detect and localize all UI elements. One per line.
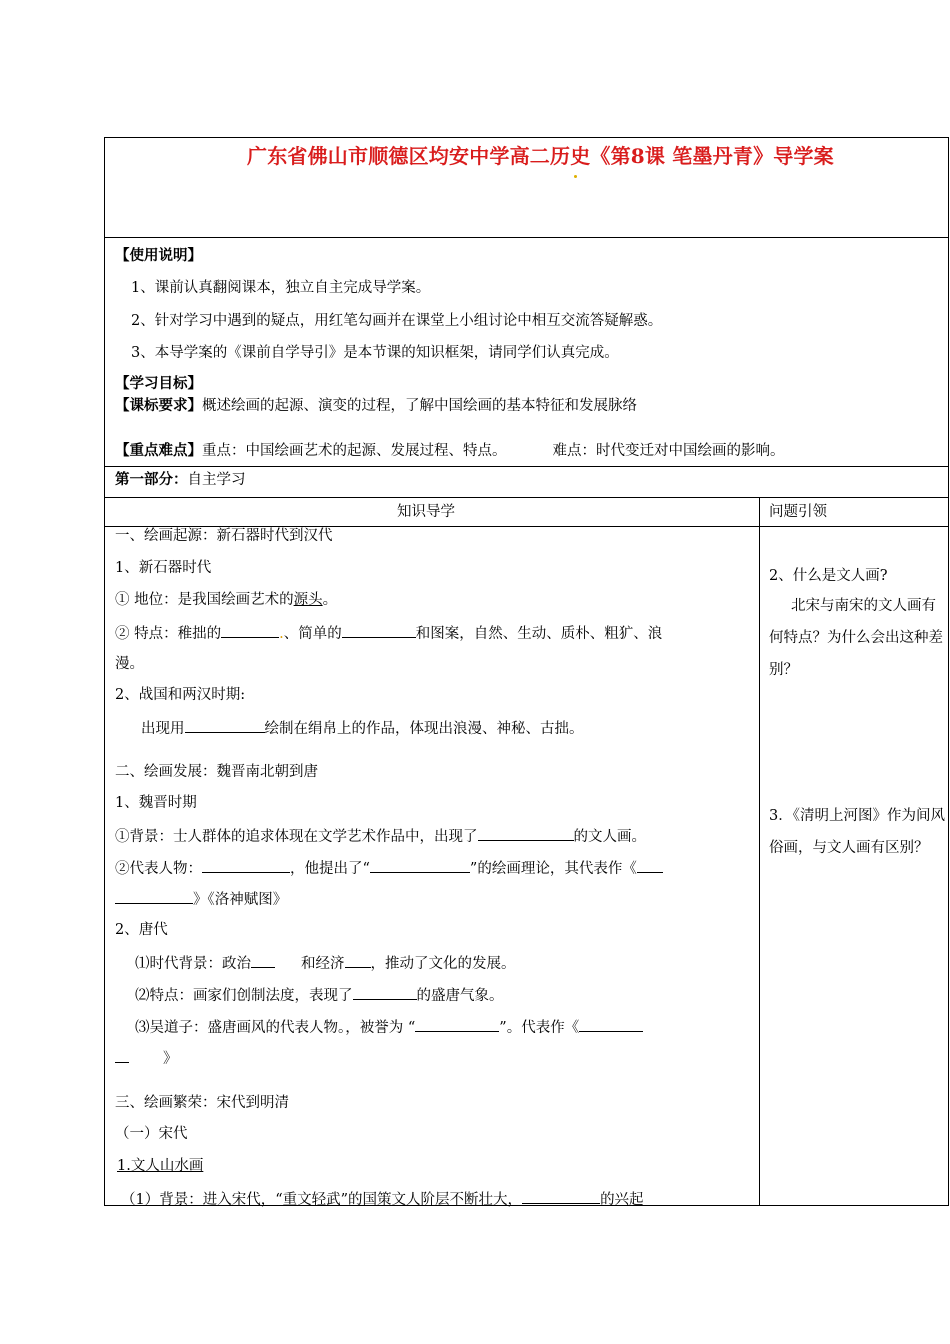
goals-heading: 【学习目标】: [115, 375, 202, 392]
standard-label: 【课标要求】: [115, 397, 202, 414]
fill-blank[interactable]: [342, 622, 416, 638]
fill-blank[interactable]: [221, 622, 279, 638]
text-line: 出现用 绘制在绢帛上的作品，体现出浪漫、神秘、古拙。: [141, 717, 584, 739]
key-label: 【重点难点】: [115, 442, 202, 459]
subsection-heading: 1、魏晋时期: [115, 795, 197, 811]
fill-blank[interactable]: [115, 888, 193, 904]
fill-blank[interactable]: [353, 984, 417, 1000]
column-header-right: 问题引领: [769, 504, 827, 520]
fill-blank[interactable]: [478, 825, 574, 841]
usage-item: 2、针对学习中遇到的疑点，用红笔勾画并在课堂上小组讨论中相互交流答疑解惑。: [131, 313, 663, 329]
text-line: ②代表人物： ，他提出了“ ”的绘画理论，其代表作《: [115, 857, 663, 879]
text-line: ① 地位：是我国绘画艺术的源头。: [115, 592, 338, 608]
row-divider: [105, 497, 948, 498]
usage-item: 1、课前认真翻阅课本，独立自主完成导学案。: [131, 280, 431, 296]
part1-line: [115, 470, 246, 490]
row-divider: [105, 237, 948, 238]
text-line: ⑴时代背景：政治 和经济 ，推动了文化的发展。: [135, 952, 516, 974]
text-line: ⑶吴道子：盛唐画风的代表人物。，被誉为 “ ”。代表作《: [135, 1016, 643, 1038]
fill-blank[interactable]: [579, 1016, 643, 1032]
question-2-body: 北宋与南宋的文人画有何特点？为什么会出这种差别？: [769, 598, 943, 678]
subsection-heading: 2、唐代: [115, 922, 168, 938]
text-line: 漫。: [115, 656, 144, 672]
fill-blank[interactable]: [415, 1016, 499, 1032]
fill-blank[interactable]: [185, 717, 265, 733]
subsection-heading: （一）宋代: [115, 1126, 188, 1142]
fill-blank[interactable]: [370, 857, 470, 873]
section-heading: 三、绘画繁荣：宋代到明清: [115, 1095, 289, 1111]
column-header-left: 知识导学: [397, 504, 455, 520]
text-line: 》《洛神赋图》: [115, 888, 287, 910]
key-line: [115, 441, 785, 461]
usage-heading: 【使用说明】: [115, 247, 202, 264]
subsection-heading: 2、战国和两汉时期:: [115, 687, 246, 703]
fill-blank[interactable]: [202, 857, 290, 873]
text-line: ② 特点：稚拙的 .、简单的 和图案，自然、生动、质朴、粗犷、浪: [115, 622, 662, 644]
fill-blank[interactable]: [637, 857, 663, 873]
question-3-body: 3．《清明上河图》作为间风俗画，与文人画有区别？: [769, 808, 945, 856]
fill-blank[interactable]: [115, 1047, 129, 1063]
document-title: 广东省佛山市顺德区均安中学高二历史《第8课 笔墨丹青》导学案: [247, 144, 834, 168]
standard-line: [115, 396, 637, 416]
subsection-heading: 1、新石器时代: [115, 560, 212, 576]
fill-blank[interactable]: [251, 952, 275, 968]
subsection-heading: 1.文人山水画: [117, 1158, 204, 1174]
part1-label: 第一部分：: [115, 471, 188, 488]
fill-blank[interactable]: [522, 1188, 600, 1204]
column-divider: [759, 497, 760, 1205]
standard-text: 概述绘画的起源、演变的过程，了解中国绘画的基本特征和发展脉络: [202, 398, 637, 414]
section-heading: 二、绘画发展：魏晋南北朝到唐: [115, 764, 318, 780]
fill-blank[interactable]: [345, 952, 371, 968]
usage-item: 3、本导学案的《课前自学导引》是本节课的知识框架，请同学们认真完成。: [131, 345, 619, 361]
decorative-dot: [574, 175, 577, 178]
key-text: 重点：中国绘画艺术的起源、发展过程、特点。: [202, 443, 507, 459]
text-line: ①背景：士人群体的追求体现在文学艺术作品中，出现了 的文人画。: [115, 825, 646, 847]
guide-table: [104, 137, 949, 1206]
text-line: ⑵特点：画家们创制法度，表现了 的盛唐气象。: [135, 984, 504, 1006]
difficult-text: 难点：时代变迁对中国绘画的影响。: [552, 443, 785, 459]
text-line: 》: [115, 1047, 178, 1069]
part1-text: 自主学习: [187, 472, 246, 488]
question-2-title: 2、什么是文人画?: [769, 568, 888, 584]
section-heading: 一、绘画起源：新石器时代到汉代: [115, 528, 333, 544]
text-line: （1）背景：进入宋代，“重文轻武”的国策文人阶层不断壮大， 的兴起: [121, 1188, 644, 1210]
row-divider: [105, 466, 948, 467]
